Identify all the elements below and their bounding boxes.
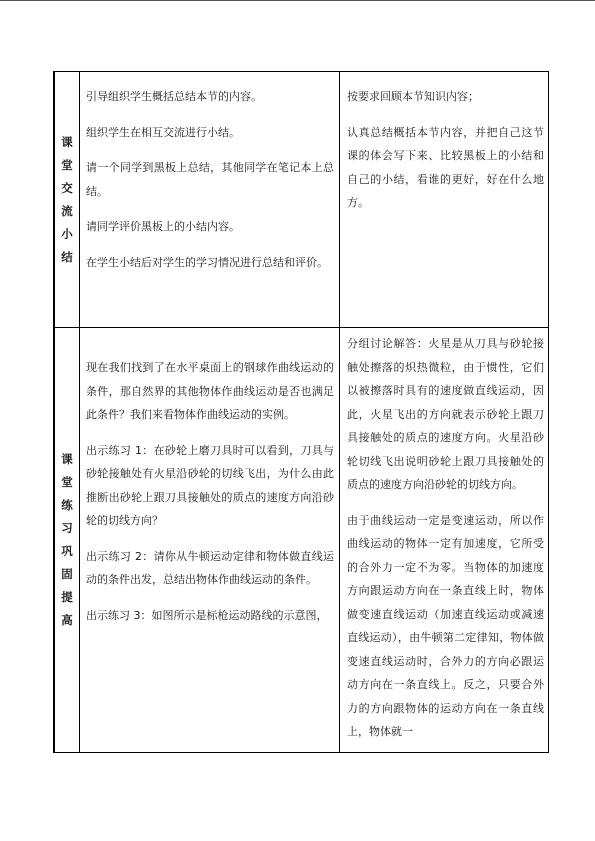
table-row-practice: [54, 328, 549, 753]
teacher-paragraph: 请一个同学到黑板上总结，其他同学在笔记本上总结。: [86, 161, 334, 198]
student-paragraph: 按要求回顾本节知识内容；: [347, 90, 479, 103]
teacher-activity-cell: [80, 328, 340, 753]
lesson-plan-table: [53, 71, 549, 753]
section-label-practice: 课堂练习巩固提高: [61, 452, 73, 627]
teacher-paragraph: 出示练习 2：请你从牛顿运动定律和物体做直线运动的条件出发，总结出物体作曲线运动的条件。: [86, 549, 334, 586]
section-label-cell: [54, 72, 80, 328]
student-activity-cell: [340, 72, 549, 328]
page-top-rule: [0, 0, 595, 1]
teacher-paragraph: 现在我们找到了在水平桌面上的钢球作曲线运动的条件，那自然界的其他物体作曲线运动是否也满足此条件？我们来看物体作曲线运动的实例。: [86, 361, 334, 421]
table-row-summary: [54, 72, 549, 328]
teacher-paragraph: 组织学生在相互交流进行小结。: [86, 125, 240, 139]
teacher-paragraph: 引导组织学生概括总结本节的内容。: [86, 90, 262, 103]
teacher-paragraph: 出示练习 1：在砂轮上磨刀具时可以看到，刀具与砂轮接触处有火星沿砂轮的切线飞出，为什么由此推断出砂轮上跟刀具接触处的质点的速度方向沿砂轮的切线方向？: [86, 443, 334, 527]
teacher-paragraph: 请同学评价黑板上的小结内容。: [86, 220, 240, 233]
student-paragraph: 由于曲线运动一定是变速运动，所以作曲线运动的物体一定有加速度，它所受的合外力一定不为零。当物体的加速度方向跟运动方向在一条直线上时，物体做变速直线运动（加速直线运动或减速直线运动），由牛顿第二定律知，物体做变速直线运动时，合外力的方向必跟运动方向在一条直线上。反之，只要合外力的方向跟物体的运动方向在一条直线上，物体就一: [347, 513, 544, 738]
student-paragraph: 分组讨论解答：火星是从刀具与砂轮接触处擦落的炽热微粒，由于惯性，它们以被擦落时具有的速度做直线运动，因此，火星飞出的方向就表示砂轮上跟刀具接触处的质点的速度方向。火星沿砂轮切线飞出说明砂轮上跟刀具接触处的质点的速度方向沿砂轮的切线方向。: [347, 337, 544, 491]
section-label-summary: 课堂交流小结: [61, 134, 73, 264]
student-activity-cell: [340, 328, 549, 753]
teacher-paragraph: 在学生小结后对学生的学习情况进行总结和评价。: [86, 255, 328, 269]
student-paragraph: 认真总结概括本节内容，并把自己这节课的体会写下来、比较黑板上的小结和自己的小结，看谁的更好，好在什么地方。: [347, 125, 544, 209]
teacher-paragraph: 出示练习 3：如图所示是标枪运动路线的示意图，: [86, 608, 328, 622]
section-label-cell: [54, 328, 80, 753]
teacher-activity-cell: [80, 72, 340, 328]
